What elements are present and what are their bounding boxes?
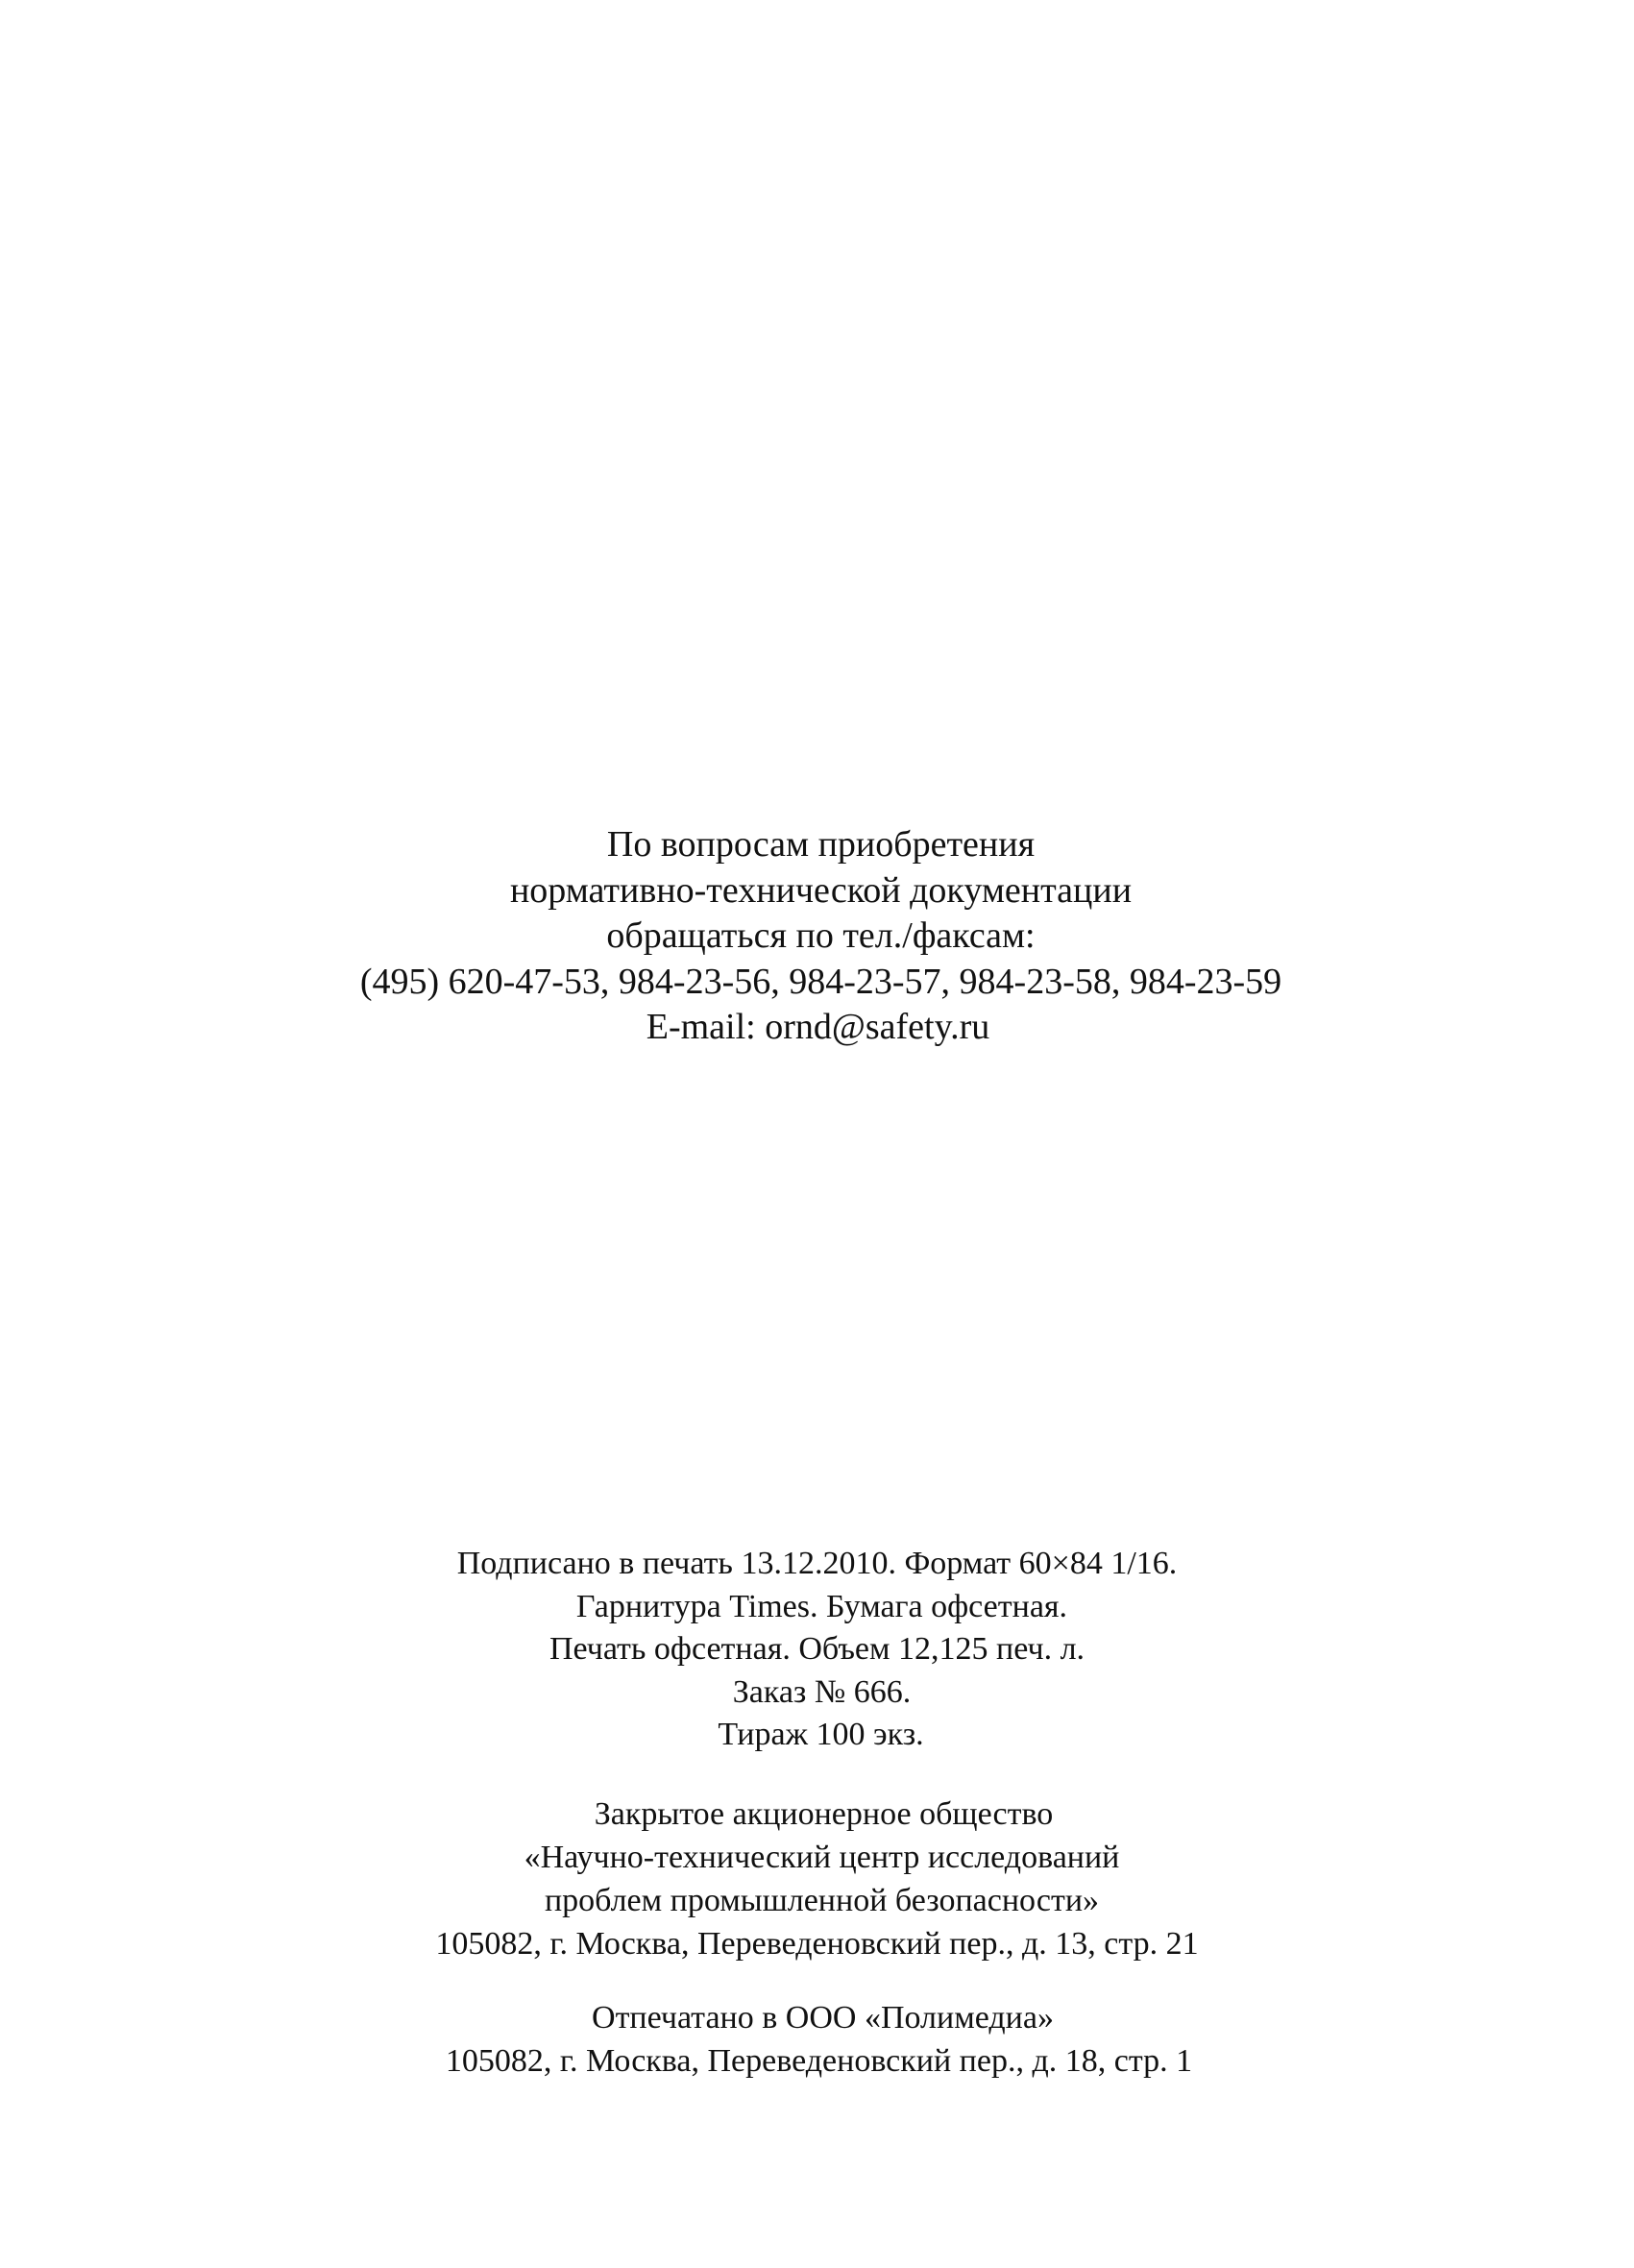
imprint-signed-format: Подписано в печать 13.12.2010. Формат 60×84 1/16. <box>456 1546 1178 1581</box>
print-imprint-block <box>0 1543 1634 1757</box>
imprint-order-number: Заказ № 666. <box>732 1673 912 1710</box>
contact-info-block <box>0 822 1634 1051</box>
imprint-typeface-paper: Гарнитура Times. Бумага офсетная. <box>575 1588 1068 1624</box>
imprint-print-run: Тираж 100 экз. <box>718 1717 924 1753</box>
printer-address: 105082, г. Москва, Переведеновский пер., д. 18, стр. 1 <box>445 2043 1193 2079</box>
contact-phone-numbers: (495) 620-47-53, 984-23-56, 984-23-57, 984-23-58, 984-23-59 <box>359 961 1282 1002</box>
printer-name: Отпечатано в ООО «Полимедиа» <box>592 2000 1054 2036</box>
printer-block <box>0 1996 1634 2083</box>
contact-email: E-mail: ornd@safety.ru <box>646 1007 990 1047</box>
publisher-block <box>0 1792 1634 1965</box>
imprint-printing-volume: Печать офсетная. Объем 12,125 печ. л. <box>549 1631 1085 1668</box>
publisher-address: 105082, г. Москва, Переведеновский пер., д. 13, стр. 21 <box>435 1926 1199 1962</box>
publisher-company-type: Закрытое акционерное общество <box>594 1796 1054 1832</box>
contact-heading-line-3: обращаться по тел./факсам: <box>606 915 1036 956</box>
publisher-name-line-2: проблем промышленной безопасности» <box>544 1883 1100 1918</box>
contact-heading-line-2: нормативно-технической документации <box>509 869 1133 911</box>
publisher-name-line-1: «Научно-технический центр исследований <box>524 1840 1120 1875</box>
contact-heading-line-1: По вопросам приобретения <box>606 824 1036 865</box>
